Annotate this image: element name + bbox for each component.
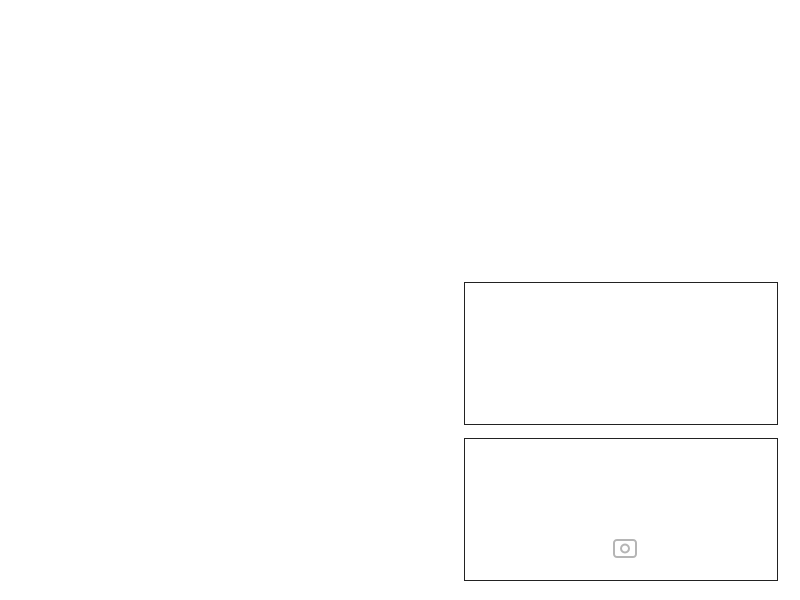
photo-exercise-panel xyxy=(20,180,460,580)
myshared-logo-icon xyxy=(612,537,638,561)
sketch-illustration-top xyxy=(465,283,777,424)
intro-paragraph xyxy=(8,20,788,47)
sketch-panel-top xyxy=(464,282,778,425)
